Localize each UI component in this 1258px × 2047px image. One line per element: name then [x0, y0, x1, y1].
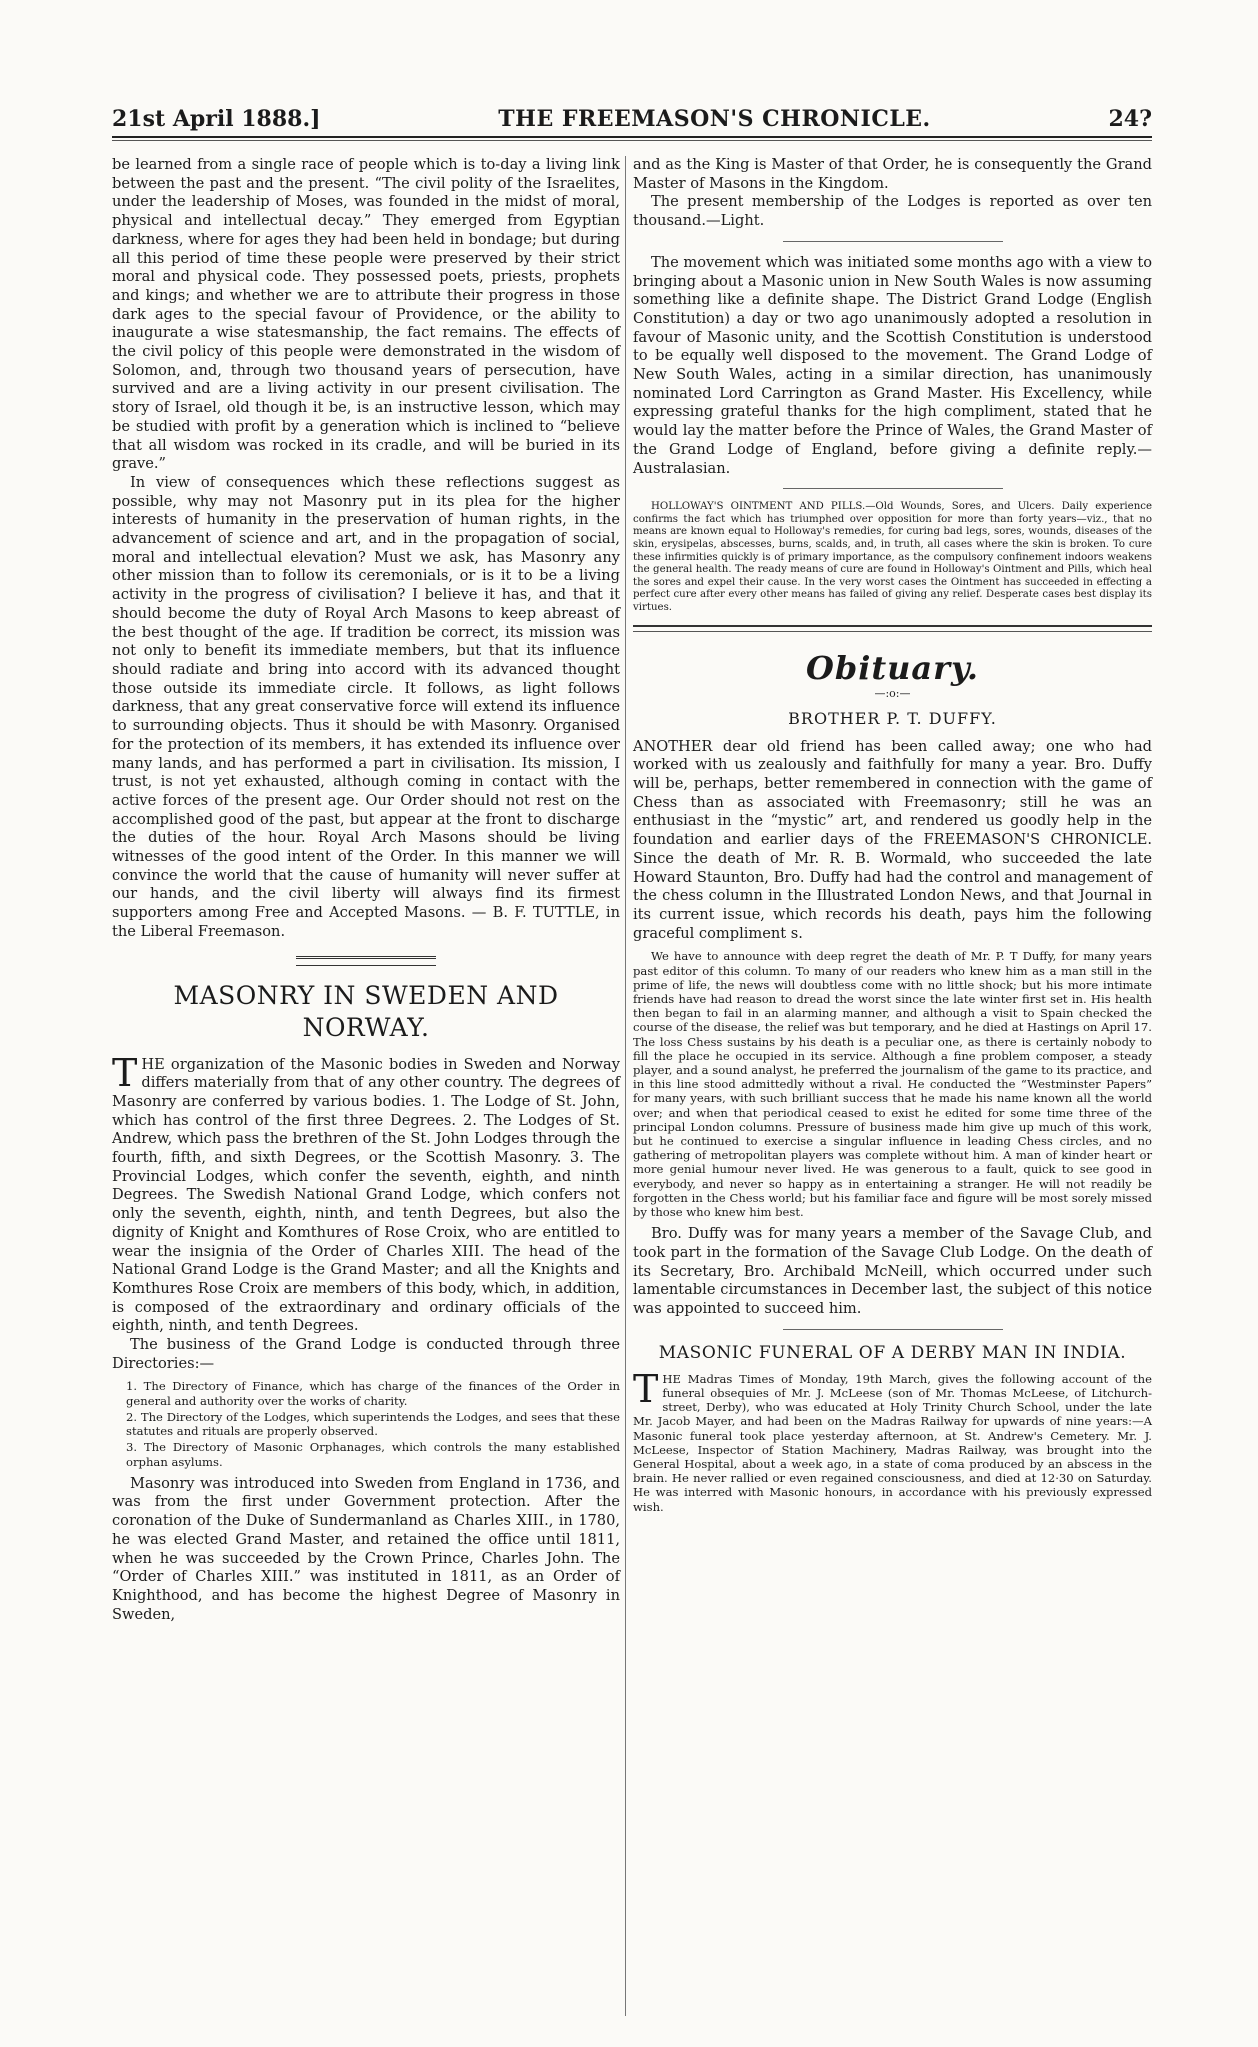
left-column: [112, 156, 620, 1624]
advert-divider: [783, 488, 1003, 491]
article-continuation: be learned from a single race of people which is to-day a living link between the past and the present. “The civil polity of the Israelites, under the leadership of Moses, was founded in the midst of moral, physical and intellectual decay.” They emerged from Egyptian darkness, where for ages they had been held in bondage; but during all this period of time these people were preserved by their strict moral and physical code. They possessed poets, priests, prophets and kings; and whether we are to attribute their progress in those dark ages to the special favour of Providence, or the ability to inaugurate a wise statesmanship, the fact remains. The effects of the civil policy of this people were demonstrated in the wisdom of Solomon, and, through two thousand years of persecution, have survived and are a living activity in our present civilisation. The story of Israel, old though it be, is an instructive lesson, which may be studied with profit by a generation which is inclined to “believe that all wisdom was rocked in its cradle, and will be buried in its grave.”: [112, 156, 620, 473]
obituary-paragraph-2: Bro. Duffy was for many years a member of the Savage Club, and took part in the formation of the Savage Club Lodge. On the death of its Secretary, Bro. Archibald McNeill, which occurred under such lamentable circumstances in December last, the subject of this notice was appointed to succeed him.: [633, 1225, 1152, 1317]
column-divider: [625, 156, 626, 2016]
sweden-paragraph-1: THE organization of the Masonic bodies in Sweden and Norway differs materially from that of any other country. The degrees of Masonry are conferred by various bodies. 1. The Lodge of St. John, which has control of the first three Degrees. 2. The Lodges of St. Andrew, which pass the brethren of the St. John Lodges through the fourth, fifth, and sixth Degrees, or the Scottish Masonry. 3. The Provincial Lodges, which confer the seventh, eighth, and ninth Degrees. The Swedish National Grand Lodge, which confers not only the seventh, eighth, ninth, and tenth Degrees, but also the dignity of Knight and Komthures of Rose Croix, who are entitled to wear the insignia of the Order of Charles XIII. The head of the National Grand Lodge is the Grand Master; and all the Knights and Komthures Rose Croix are members of this body, which, in addition, is composed of the extraordinary and ordinary officials of the eighth, ninth, and tenth Degrees.: [112, 1050, 620, 1335]
newspaper-title: THE FREEMASON'S CHRONICLE.: [498, 106, 931, 132]
obituary-divider: [633, 625, 1152, 632]
obituary-quote: We have to announce with deep regret the death of Mr. P. T Duffy, for many years past editor of this column. To many of our readers who knew him as a man still in the prime of life, the news will doubtless come with no little shock; but his more intimate friends have had reason to dread the worst since the late winter first set in. His health then began to fail in an alarming manner, and although a visit to Spain checked the course of the disease, the relief was but temporary, and he died at Hastings on April 17. The loss Chess sustains by his death is a peculiar one, as there is certainly nobody to fill the place he occupied in its service. Although a fine problem composer, a steady player, and a sound analyst, he preferred the journalism of the game to its practice, and in this line stood admittedly without a rival. He conducted the “Westminster Papers” for many years, with such brilliant success that he made his name known all the world over; and when that periodical ceased to exist he edited for some time three of the principal London columns. Pressure of business made him give up much of this work, but he continued to exercise a singular influence in leading Chess circles, and no gathering of metropolitan players was complete without him. A man of kinder heart or more genial humour never lived. He was generous to a fault, quick to see good in everybody, and never so happy as in entertaining a stranger. He will not readily be forgotten in the Chess world; but his familiar face and figure will be most sorely missed by those who knew him best.: [633, 949, 1152, 1219]
holloway-advert: HOLLOWAY'S OINTMENT AND PILLS.—Old Wounds, Sores, and Ulcers. Daily experience confirms the fact which has triumphed over opposition for more than forty years—viz., that no means are known equal to Holloway's remedies, for curing bad legs, sores, wounds, diseases of the skin, erysipelas, abscesses, burns, scalds, and, in truth, all cases where the skin is broken. To cure these infirmities quickly is of primary importance, as the compulsory confinement indoors weakens the general health. The ready means of cure are found in Holloway's Ointment and Pills, which heal the sores and expel their cause. In the very worst cases the Ointment has succeeded in effecting a perfect cure after every other means has failed of giving any relief. Desperate cases best display its virtues.: [633, 501, 1152, 613]
sweden-paragraph-2: The business of the Grand Lodge is conducted through three Directories:—: [112, 1336, 620, 1372]
masthead: [112, 106, 1152, 134]
obituary-rule: —:o:—: [874, 686, 911, 700]
article-continuation-right: and as the King is Master of that Order, he is consequently the Grand Master of Masons in the Kingdom.: [633, 156, 1152, 192]
list-item: 2. The Directory of the Lodges, which superintends the Lodges, and sees that these statutes and rituals are properly observed.: [126, 1409, 620, 1439]
article-paragraph: In view of consequences which these reflections suggest as possible, why may not Masonry put in its plea for the higher interests of humanity in the preservation of human rights, in the advancement of science and art, and in the propagation of social, moral and intellectual elevation? Must we ask, has Masonry any other mission than to follow its ceremonials, or is it to be a living activity in the progress of civilisation? I believe it has, and that it should become the duty of Royal Arch Masons to keep abreast of the best thought of the age. If tradition be correct, its mission was not only to benefit its immediate members, but that its influence should radiate and bring into accord with its advanced thought those outside its immediate circle. It follows, as light follows darkness, that any great conservative force will extend its influence to surrounding objects. Thus it should be with Masonry. Organised for the protection of its members, it has extended its influence over many lands, and has performed a part in civilisation. Its mission, I trust, is not yet exhausted, although coming in contact with the active forces of the present age. Our Order should not rest on the accomplished good of the past, but appear at the front to discharge the duties of the hour. Royal Arch Masons should be living witnesses of the good intent of the Order. In this manner we will convince the world that the cause of humanity will never suffer at our hands, and the civil liberty will always find its firmest supporters among Free and Accepted Masons. — B. F. TUTTLE, in the Liberal Freemason.: [112, 473, 620, 940]
list-item: 1. The Directory of Finance, which has charge of the finances of the Order in general and authority over the works of charity.: [126, 1379, 620, 1408]
right-column: [633, 156, 1152, 1514]
issue-date: 21st April 1888.]: [112, 106, 321, 132]
sweden-paragraph-3: Masonry was introduced into Sweden from England in 1736, and was from the first under Government protection. After the coronation of the Duke of Sundermanland as Charles XIII., in 1780, he was elected Grand Master, and retained the office until 1811, when he was succeeded by the Crown Prince, Charles John. The “Order of Charles XIII.” was instituted in 1811, as an Order of Knighthood, and has become the highest Degree of Masonry in Sweden,: [112, 1474, 620, 1623]
masthead-rule-thin: [112, 140, 1152, 141]
obituary-paragraph-1: ANOTHER dear old friend has been called away; one who had worked with us zealously and faithfully for many a year. Bro. Duffy will be, perhaps, better remembered in connection with the game of Chess than as associated with Freemasonry; still he was an enthusiast in the “mystic” art, and rendered us goodly help in the foundation and earlier days of the FREEMASON'S CHRONICLE. Since the death of Mr. R. B. Wormald, who succeeded the late Howard Staunton, Bro. Duffy had had the control and management of the chess column in the Illustrated London News, and that Journal in its current issue, which records his death, pays him the following graceful compliment s.: [633, 737, 1152, 942]
funeral-heading: MASONIC FUNERAL OF A DERBY MAN IN INDIA.: [658, 1342, 1127, 1363]
list-item: 3. The Directory of Masonic Orphanages, which controls the many established orphan asylums.: [126, 1440, 620, 1469]
directories-list: [112, 1379, 620, 1468]
light-paragraph: The present membership of the Lodges is reported as over ten thousand.—Light.: [633, 193, 1152, 230]
funeral-divider: [783, 1329, 1003, 1332]
section-divider: [296, 956, 436, 966]
page-number: 24?: [1108, 106, 1152, 132]
obituary-heading: Obituary.: [805, 648, 980, 687]
nsw-paragraph: The movement which was initiated some months ago with a view to bringing about a Masonic union in New South Wales is now assuming something like a definite shape. The District Grand Lodge (English Constitution) a day or two ago unanimously adopted a resolution in favour of Masonic unity, and the Scottish Constitution is understood to be equally well disposed to the movement. The Grand Lodge of New South Wales, acting in a similar direction, has unanimously nominated Lord Carrington as Grand Master. His Excellency, while expressing grateful thanks for the high compliment, stated that he would lay the matter before the Prince of Wales, the Grand Master of the Grand Lodge of England, before giving a definite reply.—Australasian.: [633, 253, 1152, 477]
funeral-paragraph: THE Madras Times of Monday, 19th March, gives the following account of the funeral obsequies of Mr. J. McLeese (son of Mr. Thomas McLeese, of Litchurch-street, Derby), who was educated at Holy Trinity Church School, under the late Mr. Jacob Mayer, and had been on the Madras Railway for upwards of nine years:—A Masonic funeral took place yesterday afternoon, at St. Andrew's Cemetery. Mr. J. McLeese, Inspector of Station Machinery, Madras Railway, was brought into the General Hospital, about a week ago, in a state of coma produced by an abscess in the brain. He never rallied or even regained consciousness, and died at 12·30 on Saturday. He was interred with Masonic honours, in accordance with his previously expressed wish.: [633, 1366, 1152, 1514]
masthead-rule: [112, 136, 1152, 138]
obituary-name: BROTHER P. T. DUFFY.: [788, 708, 997, 728]
paragraph-divider: [783, 241, 1003, 244]
section-heading-sweden: MASONRY IN SWEDEN AND NORWAY.: [173, 980, 559, 1042]
